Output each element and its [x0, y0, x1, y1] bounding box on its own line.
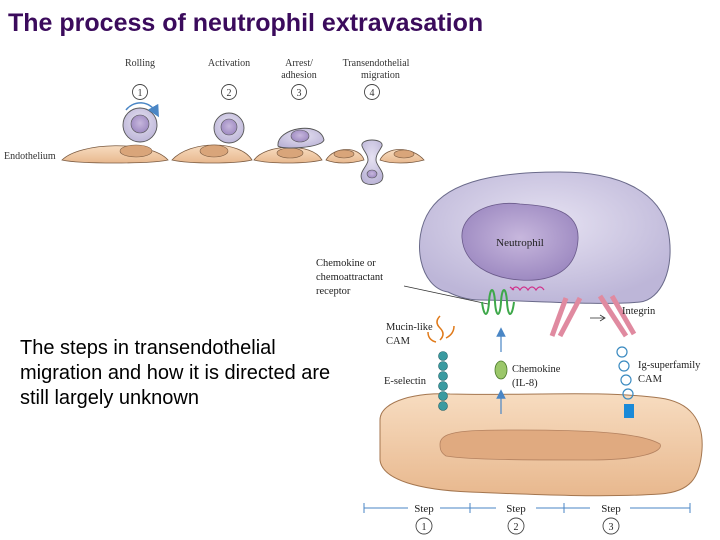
- eselectin-label: E-selectin: [384, 376, 426, 387]
- step-label: Step: [506, 503, 526, 515]
- igsf-label-line1: Ig-superfamily: [638, 360, 701, 371]
- stage-label-transendothelial: Transendothelial: [342, 58, 410, 69]
- stage-number: 1: [137, 88, 143, 99]
- chemokine-label-line1: Chemokine: [512, 364, 561, 375]
- step-scale: [364, 503, 690, 513]
- stage-number: 4: [369, 88, 375, 99]
- stage-label-migration: migration: [361, 70, 400, 81]
- caption-text: The steps in transendothelial migration and how it is directed are still largely unknown: [20, 337, 331, 409]
- endothelium-label: Endothelium: [4, 151, 56, 162]
- step-number: 2: [513, 522, 519, 533]
- stage-label-rolling: Rolling: [124, 58, 156, 69]
- neutrophil-label: Neutrophil: [496, 237, 544, 249]
- chemokine-receptor-label-line3: receptor: [316, 286, 351, 297]
- chemokine-label-line2: (IL-8): [512, 378, 538, 389]
- step-number: 1: [421, 522, 427, 533]
- ig-superfamily-cam: [617, 347, 633, 399]
- mucin-label-line2: CAM: [386, 336, 410, 347]
- integrin-label: Integrin: [622, 306, 656, 317]
- stage-number: 3: [296, 88, 302, 99]
- stage-number: 2: [226, 88, 232, 99]
- mucin-label-line1: Mucin-like: [386, 322, 433, 333]
- igsf-label-line2: CAM: [638, 374, 662, 385]
- stage-label-arrest: Arrest/: [285, 58, 313, 69]
- detail-diagram: [316, 172, 702, 534]
- stage-label-adhesion: adhesion: [281, 70, 317, 81]
- slide-title: The process of neutrophil extravasation: [8, 9, 484, 37]
- chemokine-receptor-label-line1: Chemokine or: [316, 258, 376, 269]
- top-overview-diagram: [4, 58, 424, 185]
- chemokine-molecule: [495, 361, 507, 379]
- stage-label-activation: Activation: [207, 58, 251, 69]
- step-label: Step: [601, 503, 621, 515]
- step-label: Step: [414, 503, 434, 515]
- chemokine-receptor-label-line2: chemoattractant: [316, 272, 384, 283]
- ig-cam-anchor: [624, 404, 634, 418]
- step-number: 3: [608, 522, 614, 533]
